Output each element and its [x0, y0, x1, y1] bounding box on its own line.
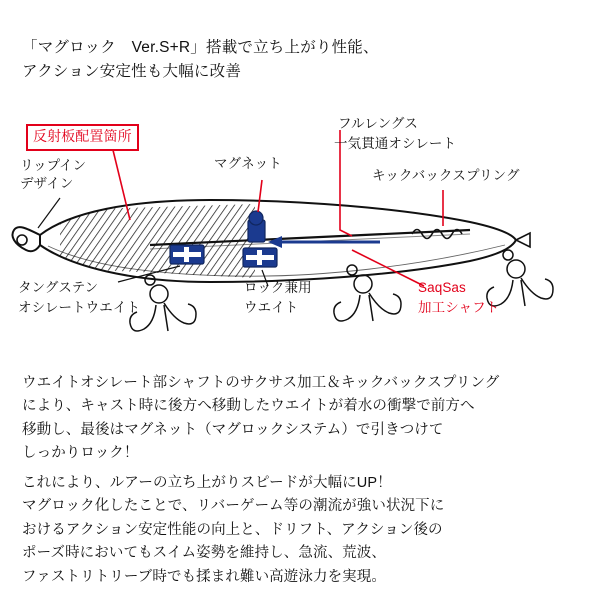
label-full-length-line2: 一気貫通オシレート	[334, 136, 457, 151]
paragraph2-line-4: ポーズ時においてもスイム姿勢を維持し、急流、荒波、	[22, 545, 386, 562]
description-paragraph-1	[22, 372, 588, 466]
label-kickback-spring: キックバックスプリング	[372, 168, 520, 183]
heading-line-2: アクション安定性も大幅に改善	[22, 63, 242, 81]
leader-lip-in-design	[38, 198, 60, 228]
paragraph2-line-1: これにより、ルアーの立ち上がりスピードが大幅にUP！	[22, 475, 392, 491]
lure-diagram	[0, 100, 600, 350]
label-full-length-line1: フルレングス	[338, 116, 418, 131]
description-paragraph-2	[22, 472, 588, 589]
heading-line-1: 「マグロック Ver.S+R」搭載で立ち上がり性能、	[22, 39, 379, 56]
label-tungsten-line2: オシレートウエイト	[18, 300, 141, 315]
treble-hook-tail	[487, 250, 553, 306]
label-magnet: マグネット	[214, 156, 282, 171]
paragraph2-line-5: ファストリトリーブ時でも揉まれ難い高遊泳力を実現。	[22, 568, 386, 585]
label-lip-in-design-line2: デザイン	[20, 176, 74, 191]
paragraph1-line-3: 移動し、最後はマグネット（マグロックシステム）で引きつけて	[22, 421, 444, 438]
paragraph1-line-4: しっかりロック！	[22, 445, 139, 462]
label-reflector-placement: 反射板配置箇所	[26, 124, 139, 151]
label-tungsten-line1: タングステン	[18, 280, 99, 295]
label-saqsas-line1: SaqSas	[418, 280, 466, 295]
label-lock-weight-line2: ウエイト	[244, 300, 299, 315]
tungsten-weight-block	[170, 245, 204, 264]
label-saqsas-line2: 加工シャフト	[418, 300, 500, 315]
page-title	[22, 36, 582, 84]
paragraph2-line-3: おけるアクション安定性能の向上と、ドリフト、アクション後の	[22, 521, 443, 538]
label-lock-weight-line1: ロック兼用	[244, 280, 312, 295]
paragraph1-line-1: ウエイトオシレート部シャフトのサクサス加工＆キックバックスプリング	[22, 375, 500, 391]
lock-weight-block	[243, 248, 277, 267]
paragraph2-line-2: マグロック化したことで、リバーゲーム等の潮流が強い状況下に	[22, 498, 445, 515]
paragraph1-line-2: により、キャスト時に後方へ移動したウエイトが着水の衝撃で前方へ	[22, 398, 475, 415]
label-lip-in-design-line1: リップイン	[20, 158, 87, 173]
magnet-block	[248, 211, 265, 242]
